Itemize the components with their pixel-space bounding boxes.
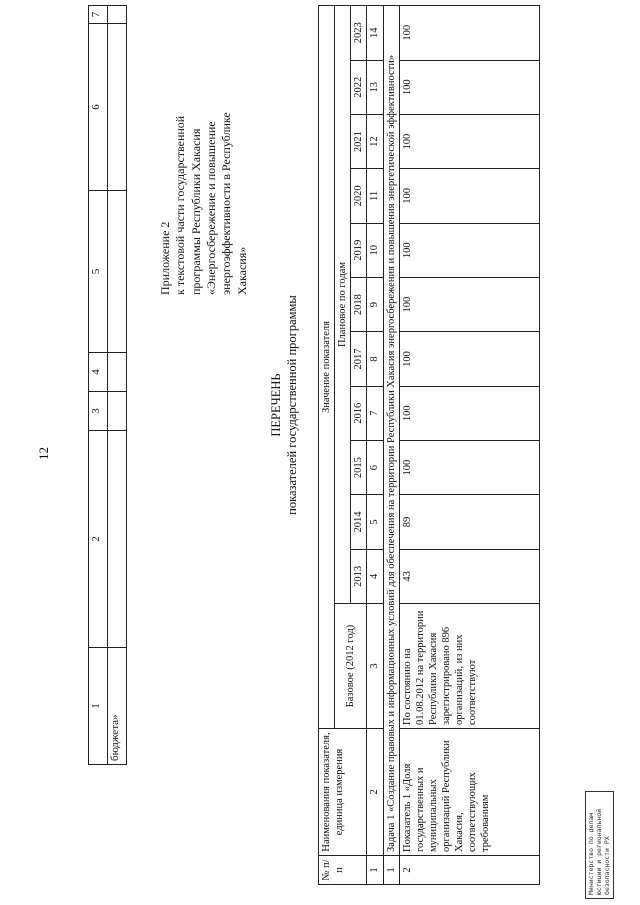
header-name: Наименования показателя, единица измерения <box>319 729 367 856</box>
appendix-note <box>158 25 250 295</box>
year-cell: 2013 <box>351 549 367 603</box>
planned-value: 89 <box>399 495 539 549</box>
appendix-line: Приложение 2 <box>158 221 172 295</box>
stamp-line: безопасности РХ <box>602 836 611 895</box>
table-header-row <box>319 6 335 885</box>
title-heading: ПЕРЕЧЕНЬ <box>269 373 283 437</box>
indicator-name: Показатель 1 «Доля государственных и муниципальных организаций Республики Хакасия, соответствующих требованиям <box>399 729 539 856</box>
row-number: 2 <box>399 856 539 885</box>
year-cell: 2015 <box>351 440 367 494</box>
planned-value: 100 <box>399 332 539 386</box>
header-planned: Плановое по годам <box>335 6 351 604</box>
planned-value: 100 <box>399 440 539 494</box>
table-header-cell: 6 <box>89 24 108 191</box>
column-number: 6 <box>367 440 383 494</box>
table-cell <box>108 6 127 24</box>
table-cell: бюджета» <box>108 648 127 765</box>
year-cell: 2014 <box>351 495 367 549</box>
appendix-line: программы Республики Хакасия <box>188 128 203 295</box>
planned-value: 100 <box>399 277 539 331</box>
column-number: 3 <box>367 604 383 729</box>
table-header-cell: 7 <box>89 6 108 24</box>
table-cell <box>108 24 127 191</box>
planned-value: 100 <box>399 6 539 61</box>
appendix-line: «Энергосбережение и повышение <box>204 121 219 295</box>
table-row <box>399 6 539 885</box>
planned-value: 100 <box>399 169 539 223</box>
column-number: 10 <box>367 223 383 277</box>
column-number: 9 <box>367 277 383 331</box>
table-cell <box>108 431 127 648</box>
column-number: 12 <box>367 114 383 168</box>
table-row <box>108 6 127 765</box>
column-number: 11 <box>367 169 383 223</box>
planned-value: 100 <box>399 223 539 277</box>
document-title <box>268 285 301 525</box>
planned-value: 100 <box>399 386 539 440</box>
year-cell: 2017 <box>351 332 367 386</box>
header-base: Базовое (2012 год) <box>335 604 367 729</box>
column-number-row <box>367 6 383 885</box>
header-num: № п/п <box>319 856 367 885</box>
table-header-cell: 1 <box>89 648 108 765</box>
header-value: Значение показателя <box>319 6 335 729</box>
table-header-cell: 4 <box>89 353 108 392</box>
column-number: 5 <box>367 495 383 549</box>
year-cell: 2019 <box>351 223 367 277</box>
column-number: 4 <box>367 549 383 603</box>
year-cell: 2023 <box>351 6 367 61</box>
column-number: 8 <box>367 332 383 386</box>
task-text: Задача 1 «Создание правовых и информационных условий для обеспечения на территории Республики Хакасия энергосбережения и повышения энергетической эффективности» <box>383 6 399 856</box>
year-cell: 2021 <box>351 114 367 168</box>
year-cell: 2022 <box>351 60 367 114</box>
stamp-line: Министерство по делам <box>587 812 595 895</box>
title-subheading: показателей государственной программы <box>285 295 300 515</box>
planned-value: 43 <box>399 549 539 603</box>
task-number: 1 <box>383 856 399 885</box>
table-cell <box>108 191 127 353</box>
column-number: 7 <box>367 386 383 440</box>
column-number: 13 <box>367 60 383 114</box>
column-number: 2 <box>367 729 383 856</box>
stamp-line: юстиции и региональной <box>594 808 603 895</box>
table-header-cell: 5 <box>89 191 108 353</box>
table-header-row <box>89 6 108 765</box>
base-value: По состоянию на 01.08.2012 на территории Республики Хакасия зарегистрировано 896 организаций, из них соответствуют <box>399 604 539 729</box>
table-cell <box>108 353 127 392</box>
year-cell: 2018 <box>351 277 367 331</box>
table-cell <box>108 392 127 431</box>
table-header-cell: 2 <box>89 431 108 648</box>
column-number: 1 <box>367 856 383 885</box>
appendix-line: энергоэффективности в Республике <box>219 112 234 295</box>
table-header-cell: 3 <box>89 392 108 431</box>
column-number: 14 <box>367 6 383 61</box>
indicators-table <box>318 5 540 885</box>
year-cell: 2016 <box>351 386 367 440</box>
page-number: 12 <box>36 447 51 460</box>
appendix-line: Хакасия» <box>234 246 249 295</box>
task-row <box>383 6 399 885</box>
planned-value: 100 <box>399 114 539 168</box>
continuation-table <box>88 5 127 765</box>
appendix-line: к текстовой части государственной <box>173 115 188 295</box>
planned-value: 100 <box>399 60 539 114</box>
ministry-stamp <box>585 791 614 899</box>
year-cell: 2020 <box>351 169 367 223</box>
